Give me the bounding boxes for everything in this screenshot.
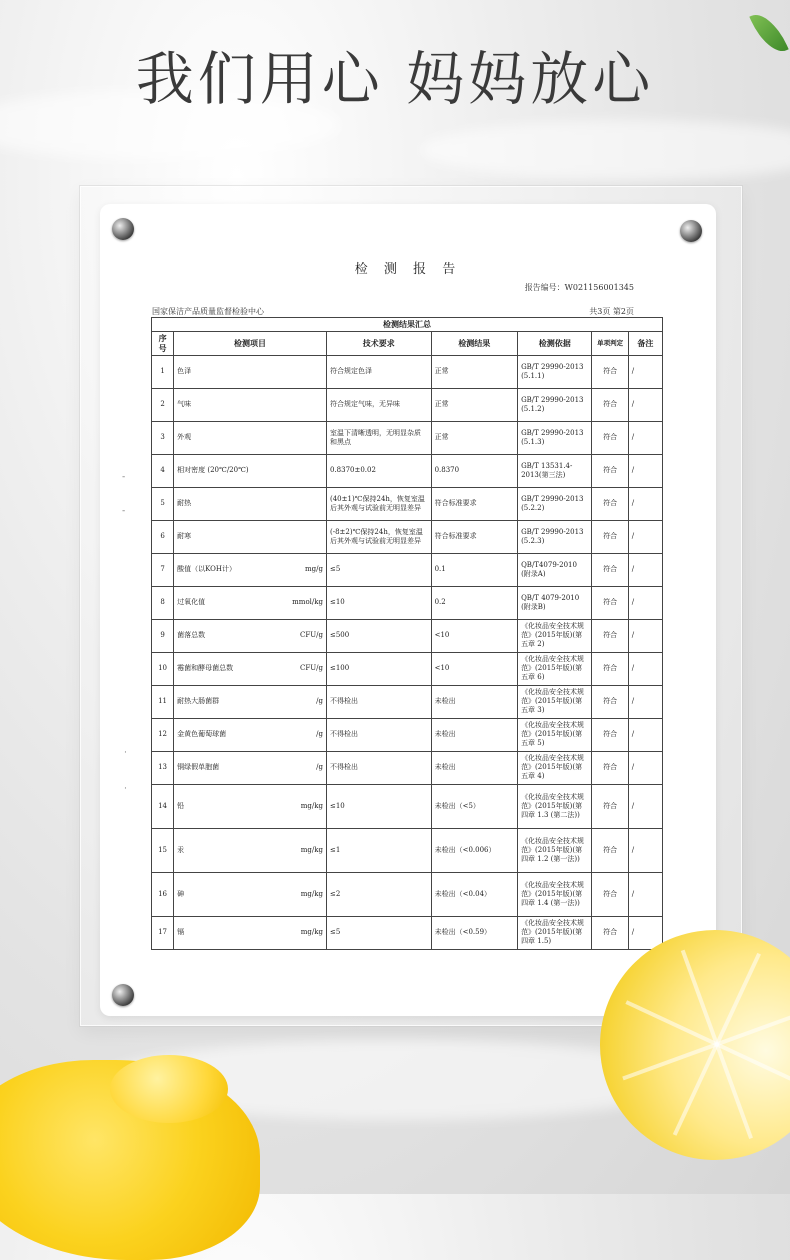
cell-basis: 《化妆品安全技术规范》(2015年版)(第五章 4) — [518, 751, 592, 784]
cell-item — [174, 553, 327, 586]
cell-note: / — [628, 751, 662, 784]
cell-no: 4 — [152, 454, 174, 487]
item-name: 砷 — [177, 889, 185, 898]
cell-result: 未检出 — [431, 718, 517, 751]
cell-note: / — [628, 872, 662, 916]
table-row — [152, 553, 663, 586]
cell-requirement: ≤5 — [326, 916, 431, 949]
table-row — [152, 619, 663, 652]
table-row — [152, 828, 663, 872]
table-row — [152, 388, 663, 421]
item-name: 金黄色葡萄球菌 — [177, 730, 227, 739]
cell-item — [174, 872, 327, 916]
item-name: 耐热大肠菌群 — [177, 697, 220, 706]
item-unit: mg/kg — [300, 845, 323, 854]
table-row — [152, 355, 663, 388]
table-caption: 检测结果汇总 — [152, 318, 663, 332]
background-light-wave — [420, 120, 790, 180]
table-row — [152, 718, 663, 751]
cell-no: 2 — [152, 388, 174, 421]
cell-basis: 《化妆品安全技术规范》(2015年版)(第四章 1.3 (第二法)) — [518, 784, 592, 828]
item-name: 汞 — [177, 845, 185, 854]
cell-item — [174, 685, 327, 718]
item-name: 霉菌和酵母菌总数 — [177, 664, 234, 673]
cell-basis: GB/T 13531.4-2013(第三法) — [518, 454, 592, 487]
juice-drop-decoration — [110, 1055, 228, 1123]
cell-requirement: ≤10 — [326, 586, 431, 619]
cell-item — [174, 916, 327, 949]
cell-no: 5 — [152, 487, 174, 520]
cell-basis: 《化妆品安全技术规范》(2015年版)(第四章 1.2 (第一法)) — [518, 828, 592, 872]
cell-note: / — [628, 553, 662, 586]
cell-basis: GB/T 29990-2013 (5.1.1) — [518, 355, 592, 388]
item-name: 过氧化值 — [177, 598, 206, 607]
cell-note: / — [628, 718, 662, 751]
screw-icon — [112, 218, 134, 240]
cell-no: 12 — [152, 718, 174, 751]
cell-judgement: 符合 — [592, 454, 628, 487]
cell-note: / — [628, 916, 662, 949]
cell-item — [174, 784, 327, 828]
cell-note: / — [628, 454, 662, 487]
cell-judgement: 符合 — [592, 421, 628, 454]
screw-icon — [112, 984, 134, 1006]
cell-requirement: 不得检出 — [326, 718, 431, 751]
header-item: 检测项目 — [174, 332, 327, 356]
table-row — [152, 751, 663, 784]
cell-result: 0.2 — [431, 586, 517, 619]
screw-icon — [680, 220, 702, 242]
cell-item — [174, 388, 327, 421]
cell-requirement: 不得检出 — [326, 685, 431, 718]
report-title: 检 测 报 告 — [354, 262, 462, 277]
item-unit: mg/g — [305, 565, 323, 574]
page-number: 共3页 第2页 — [589, 307, 634, 316]
cell-judgement: 符合 — [592, 520, 628, 553]
header-judgement: 单项判定 — [592, 332, 628, 356]
cell-result: 符合标准要求 — [431, 520, 517, 553]
cell-no: 7 — [152, 553, 174, 586]
item-unit: CFU/g — [300, 664, 323, 673]
cell-requirement: 符合规定色泽 — [326, 355, 431, 388]
cell-judgement: 符合 — [592, 685, 628, 718]
table-row — [152, 872, 663, 916]
item-unit: /g — [316, 730, 323, 739]
cell-result: 未检出（<5） — [431, 784, 517, 828]
cell-item — [174, 652, 327, 685]
cell-judgement: 符合 — [592, 751, 628, 784]
report-number: 报告编号：W021156001345 — [524, 283, 634, 292]
item-name: 外观 — [177, 433, 192, 442]
cell-basis: QB/T 4079-2010 (附录B) — [518, 586, 592, 619]
item-name: 铅 — [177, 801, 185, 810]
item-name: 菌落总数 — [177, 631, 206, 640]
cell-judgement: 符合 — [592, 388, 628, 421]
results-table — [151, 317, 663, 950]
cell-basis: QB/T4079-2010 (附录A) — [518, 553, 592, 586]
cell-result: 未检出 — [431, 751, 517, 784]
cell-basis: GB/T 29990-2013 (5.2.3) — [518, 520, 592, 553]
cell-judgement: 符合 — [592, 487, 628, 520]
cell-judgement: 符合 — [592, 652, 628, 685]
cell-item — [174, 454, 327, 487]
cell-no: 8 — [152, 586, 174, 619]
header-basis: 检测依据 — [518, 332, 592, 356]
scan-mark: · — [124, 784, 127, 794]
cell-basis: GB/T 29990-2013 (5.2.2) — [518, 487, 592, 520]
cell-result: 0.8370 — [431, 454, 517, 487]
cell-note: / — [628, 685, 662, 718]
table-row — [152, 784, 663, 828]
cell-basis: 《化妆品安全技术规范》(2015年版)(第五章 2) — [518, 619, 592, 652]
table-row — [152, 487, 663, 520]
cell-judgement: 符合 — [592, 553, 628, 586]
item-name: 耐寒 — [177, 532, 192, 541]
cell-item — [174, 619, 327, 652]
cell-requirement: 符合规定气味，无异味 — [326, 388, 431, 421]
cell-item — [174, 586, 327, 619]
item-unit: /g — [316, 697, 323, 706]
table-row — [152, 586, 663, 619]
cell-basis: GB/T 29990-2013 (5.1.2) — [518, 388, 592, 421]
table-row — [152, 652, 663, 685]
table-row — [152, 685, 663, 718]
cell-note: / — [628, 388, 662, 421]
cell-basis: 《化妆品安全技术规范》(2015年版)(第五章 3) — [518, 685, 592, 718]
item-name: 铜绿假单胞菌 — [177, 763, 220, 772]
scan-mark: · — [124, 748, 127, 758]
cell-judgement: 符合 — [592, 718, 628, 751]
cell-basis: 《化妆品安全技术规范》(2015年版)(第四章 1.5) — [518, 916, 592, 949]
cell-item — [174, 421, 327, 454]
cell-no: 17 — [152, 916, 174, 949]
item-name: 酸值（以KOH计） — [177, 565, 237, 574]
item-unit: mg/kg — [300, 928, 323, 937]
cell-no: 3 — [152, 421, 174, 454]
cell-requirement: (40±1)℃保持24h，恢复室温后其外观与试验前无明显差异 — [326, 487, 431, 520]
cell-judgement: 符合 — [592, 916, 628, 949]
cell-no: 9 — [152, 619, 174, 652]
cell-result: 未检出（<0.006） — [431, 828, 517, 872]
cell-basis: 《化妆品安全技术规范》(2015年版)(第五章 6) — [518, 652, 592, 685]
item-unit: /g — [316, 763, 323, 772]
cell-basis: 《化妆品安全技术规范》(2015年版)(第四章 1.4 (第一法)) — [518, 872, 592, 916]
item-unit: mmol/kg — [292, 598, 323, 607]
cell-basis: GB/T 29990-2013 (5.1.3) — [518, 421, 592, 454]
cell-result: <10 — [431, 619, 517, 652]
cell-requirement: ≤2 — [326, 872, 431, 916]
item-unit: mg/kg — [300, 801, 323, 810]
cell-no: 16 — [152, 872, 174, 916]
cell-requirement: (-8±2)℃保持24h，恢复室温后其外观与试验前无明显差异 — [326, 520, 431, 553]
report-paper — [100, 204, 716, 1016]
cell-requirement: ≤500 — [326, 619, 431, 652]
cell-item — [174, 751, 327, 784]
cell-no: 11 — [152, 685, 174, 718]
cell-no: 14 — [152, 784, 174, 828]
cell-result: 正常 — [431, 421, 517, 454]
cell-judgement: 符合 — [592, 872, 628, 916]
testing-organization: 国家保洁产品质量监督检验中心 — [152, 307, 264, 316]
cell-result: 未检出（<0.04） — [431, 872, 517, 916]
cell-requirement: ≤5 — [326, 553, 431, 586]
cell-requirement: 室温下清晰透明，无明显杂质和黑点 — [326, 421, 431, 454]
cell-item — [174, 520, 327, 553]
cell-item — [174, 718, 327, 751]
cell-note: / — [628, 355, 662, 388]
cell-result: 0.1 — [431, 553, 517, 586]
item-name: 相对密度 (20℃/20℃) — [177, 466, 249, 475]
cell-note: / — [628, 586, 662, 619]
cell-note: / — [628, 619, 662, 652]
cell-no: 13 — [152, 751, 174, 784]
cell-note: / — [628, 784, 662, 828]
cell-no: 10 — [152, 652, 174, 685]
scan-mark: - — [122, 506, 126, 516]
table-row — [152, 421, 663, 454]
item-name: 气味 — [177, 400, 192, 409]
cell-no: 1 — [152, 355, 174, 388]
header-no: 序号 — [152, 332, 174, 356]
cell-no: 6 — [152, 520, 174, 553]
cell-requirement: 不得检出 — [326, 751, 431, 784]
table-row — [152, 916, 663, 949]
table-row — [152, 520, 663, 553]
cell-item — [174, 355, 327, 388]
cell-result: 正常 — [431, 355, 517, 388]
header-note: 备注 — [628, 332, 662, 356]
cell-requirement: 0.8370±0.02 — [326, 454, 431, 487]
cell-note: / — [628, 520, 662, 553]
cell-requirement: ≤100 — [326, 652, 431, 685]
cell-item — [174, 828, 327, 872]
cell-judgement: 符合 — [592, 355, 628, 388]
cell-requirement: ≤10 — [326, 784, 431, 828]
cell-judgement: 符合 — [592, 784, 628, 828]
item-name: 镉 — [177, 928, 185, 937]
cell-note: / — [628, 828, 662, 872]
cell-note: / — [628, 421, 662, 454]
cell-judgement: 符合 — [592, 586, 628, 619]
cell-result: 未检出 — [431, 685, 517, 718]
cell-result: 符合标准要求 — [431, 487, 517, 520]
cell-judgement: 符合 — [592, 828, 628, 872]
cell-basis: 《化妆品安全技术规范》(2015年版)(第五章 5) — [518, 718, 592, 751]
table-row — [152, 454, 663, 487]
cell-item — [174, 487, 327, 520]
cell-result: 未检出（<0.59） — [431, 916, 517, 949]
page-headline: 我们用心 妈妈放心 — [135, 45, 655, 113]
scan-mark: - — [122, 472, 126, 482]
cell-result: 正常 — [431, 388, 517, 421]
item-unit: CFU/g — [300, 631, 323, 640]
cell-note: / — [628, 487, 662, 520]
cell-note: / — [628, 652, 662, 685]
item-name: 耐热 — [177, 499, 192, 508]
item-name: 色泽 — [177, 367, 192, 376]
cell-no: 15 — [152, 828, 174, 872]
cell-result: <10 — [431, 652, 517, 685]
cell-requirement: ≤1 — [326, 828, 431, 872]
header-requirement: 技术要求 — [326, 332, 431, 356]
header-result: 检测结果 — [431, 332, 517, 356]
cell-judgement: 符合 — [592, 619, 628, 652]
item-unit: mg/kg — [300, 889, 323, 898]
